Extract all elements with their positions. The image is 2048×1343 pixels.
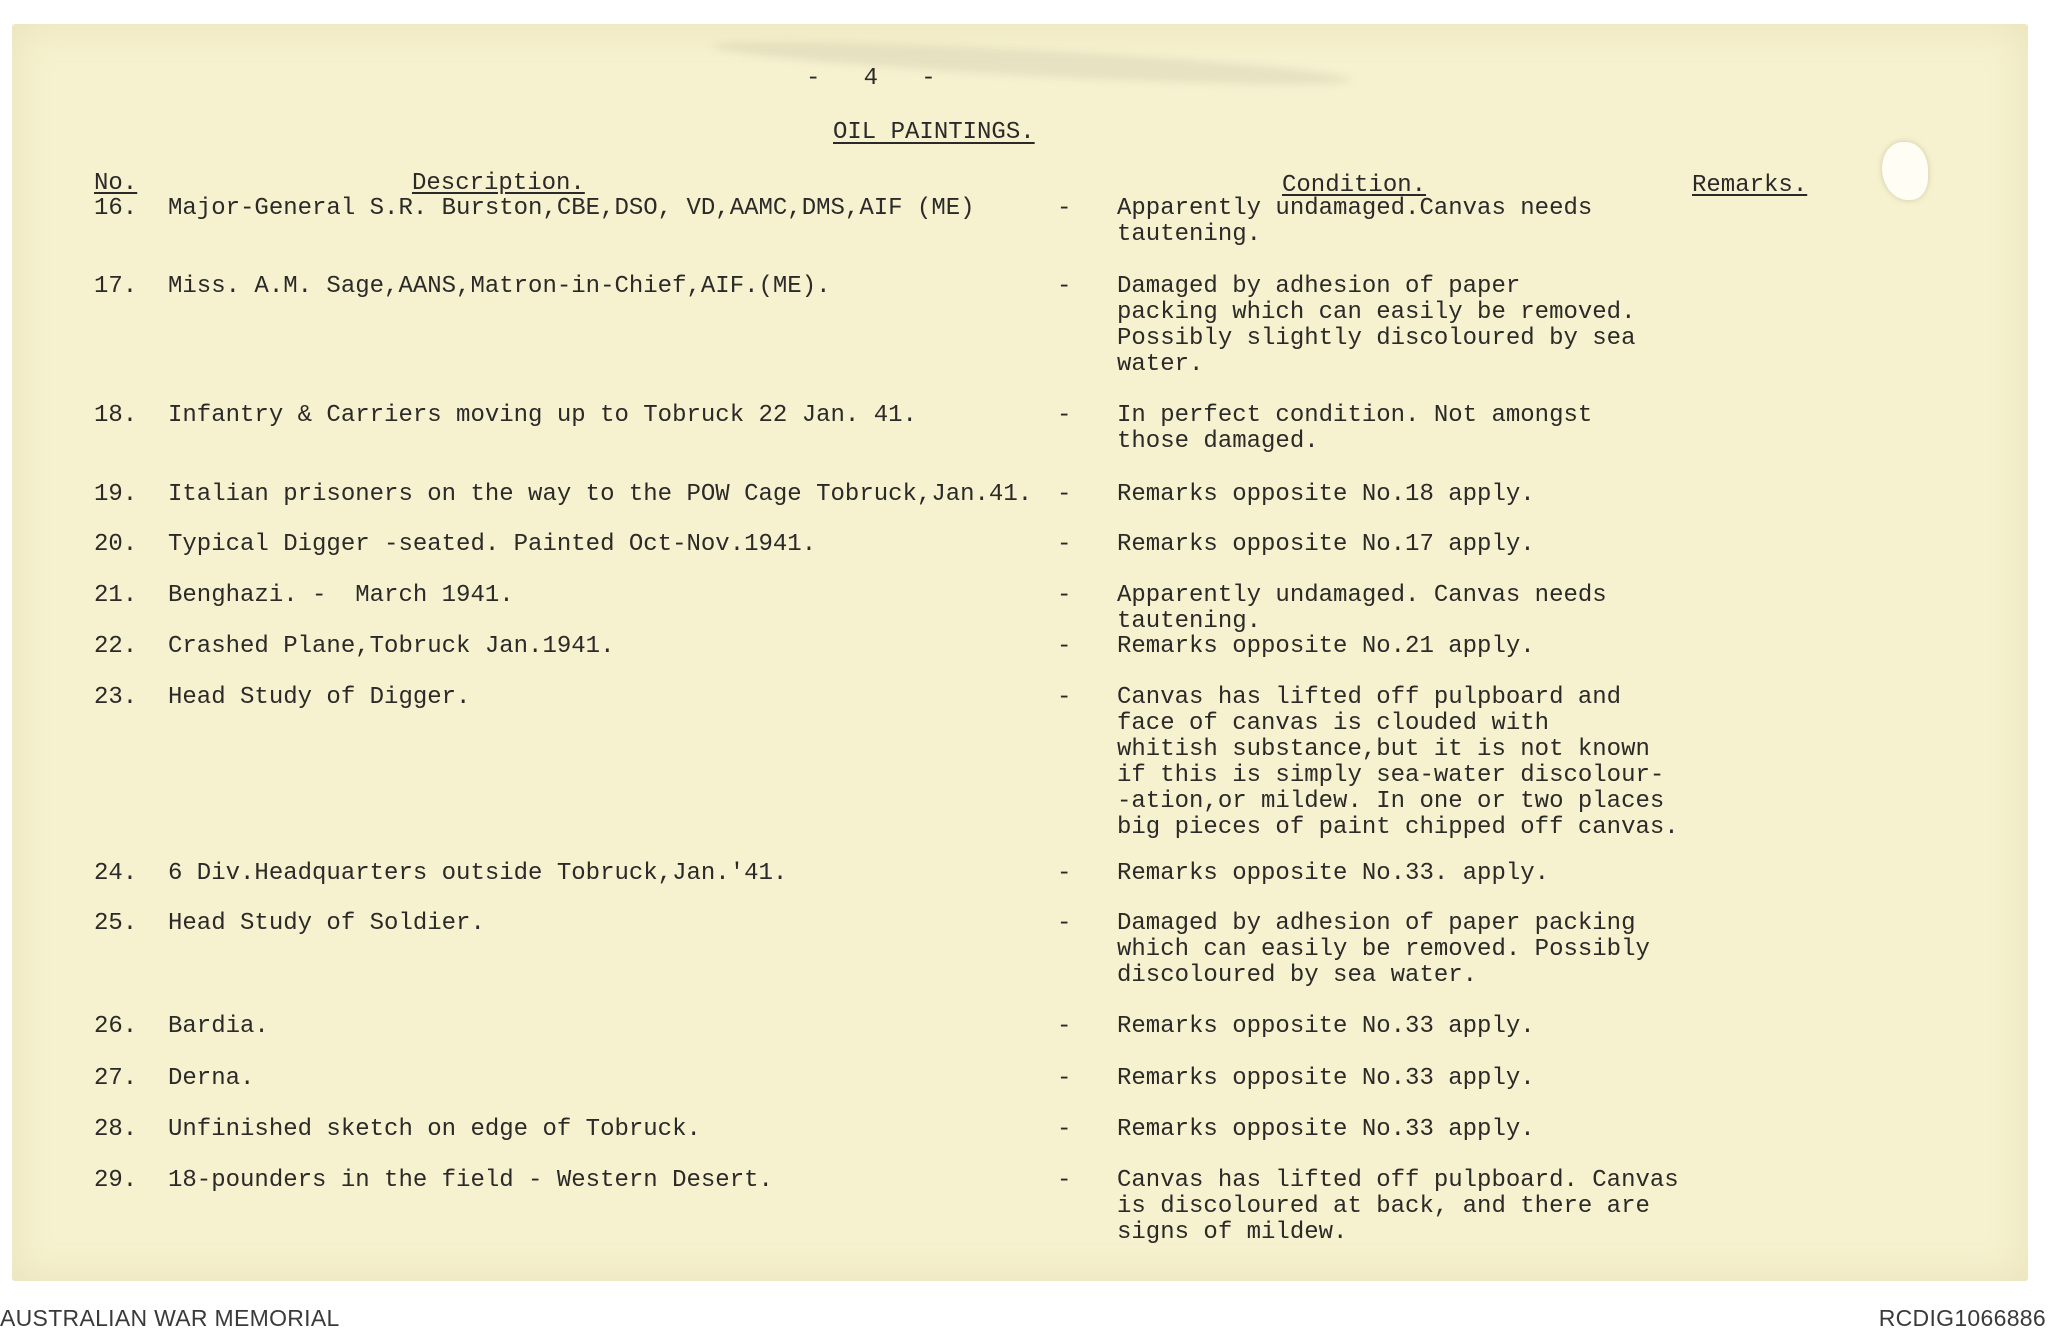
row-number: 27. bbox=[94, 1065, 138, 1092]
column-header-remarks: Remarks. bbox=[1692, 172, 1808, 199]
row-dash: - bbox=[1057, 582, 1072, 609]
row-dash: - bbox=[1057, 195, 1072, 222]
row-dash: - bbox=[1057, 1167, 1072, 1194]
column-header-no: No. bbox=[94, 170, 138, 197]
footer-credit: AUSTRALIAN WAR MEMORIAL bbox=[0, 1305, 340, 1331]
row-number: 16. bbox=[94, 195, 138, 222]
row-description: Benghazi. - March 1941. bbox=[168, 582, 514, 609]
row-description: Major-General S.R. Burston,CBE,DSO, VD,AAMC,DMS,AIF (ME) bbox=[168, 195, 975, 222]
row-number: 28. bbox=[94, 1116, 138, 1143]
row-number: 18. bbox=[94, 402, 138, 429]
row-dash: - bbox=[1057, 481, 1072, 508]
row-description: Miss. A.M. Sage,AANS,Matron-in-Chief,AIF.(ME). bbox=[168, 273, 831, 300]
row-description: Italian prisoners on the way to the POW Cage Tobruck,Jan.41. bbox=[168, 481, 1033, 508]
row-dash: - bbox=[1057, 910, 1072, 937]
footer-record-id: RCDIG1066886 bbox=[1878, 1305, 2046, 1331]
row-dash: - bbox=[1057, 860, 1072, 887]
row-condition: Remarks opposite No.33 apply. bbox=[1117, 1013, 1535, 1040]
row-number: 25. bbox=[94, 910, 138, 937]
row-condition: Remarks opposite No.33 apply. bbox=[1117, 1116, 1535, 1143]
row-condition: Canvas has lifted off pulpboard. Canvas is discoloured at back, and there are signs of mildew. bbox=[1117, 1167, 1679, 1246]
row-condition: Apparently undamaged.Canvas needs tautening. bbox=[1117, 195, 1593, 248]
row-condition: Remarks opposite No.33. apply. bbox=[1117, 860, 1550, 887]
row-dash: - bbox=[1057, 1013, 1072, 1040]
row-condition: Remarks opposite No.17 apply. bbox=[1117, 531, 1535, 558]
row-condition: Apparently undamaged. Canvas needs tautening. bbox=[1117, 582, 1607, 635]
row-number: 17. bbox=[94, 273, 138, 300]
row-number: 29. bbox=[94, 1167, 138, 1194]
row-condition: Remarks opposite No.21 apply. bbox=[1117, 633, 1535, 660]
row-number: 19. bbox=[94, 481, 138, 508]
page-number: - 4 - bbox=[806, 65, 936, 92]
row-condition: Canvas has lifted off pulpboard and face of canvas is clouded with whitish substance,but it is not known if this is simply sea-water discolour- -ation,or mildew. In one or two places big pieces of paint chipped off canvas. bbox=[1117, 684, 1679, 841]
column-header-description: Description. bbox=[412, 170, 585, 197]
row-description: Typical Digger -seated. Painted Oct-Nov.1941. bbox=[168, 531, 817, 558]
row-number: 20. bbox=[94, 531, 138, 558]
row-condition: In perfect condition. Not amongst those damaged. bbox=[1117, 402, 1593, 455]
row-condition: Damaged by adhesion of paper packing which can easily be removed. Possibly slightly discoloured by sea water. bbox=[1117, 273, 1636, 378]
row-description: Derna. bbox=[168, 1065, 255, 1092]
row-dash: - bbox=[1057, 684, 1072, 711]
row-dash: - bbox=[1057, 531, 1072, 558]
row-description: Head Study of Digger. bbox=[168, 684, 471, 711]
row-dash: - bbox=[1057, 1116, 1072, 1143]
row-number: 26. bbox=[94, 1013, 138, 1040]
row-description: 6 Div.Headquarters outside Tobruck,Jan.'41. bbox=[168, 860, 788, 887]
row-condition: Remarks opposite No.33 apply. bbox=[1117, 1065, 1535, 1092]
page-title: OIL PAINTINGS. bbox=[833, 119, 1035, 146]
row-description: Crashed Plane,Tobruck Jan.1941. bbox=[168, 633, 615, 660]
row-dash: - bbox=[1057, 402, 1072, 429]
row-description: Unfinished sketch on edge of Tobruck. bbox=[168, 1116, 701, 1143]
row-dash: - bbox=[1057, 1065, 1072, 1092]
column-header-condition: Condition. bbox=[1282, 172, 1427, 199]
row-condition: Damaged by adhesion of paper packing which can easily be removed. Possibly discoloured by sea water. bbox=[1117, 910, 1650, 989]
row-number: 22. bbox=[94, 633, 138, 660]
row-dash: - bbox=[1057, 273, 1072, 300]
row-number: 21. bbox=[94, 582, 138, 609]
row-number: 24. bbox=[94, 860, 138, 887]
row-dash: - bbox=[1057, 633, 1072, 660]
row-condition: Remarks opposite No.18 apply. bbox=[1117, 481, 1535, 508]
row-description: Infantry & Carriers moving up to Tobruck 22 Jan. 41. bbox=[168, 402, 917, 429]
row-description: 18-pounders in the field - Western Desert. bbox=[168, 1167, 773, 1194]
row-description: Bardia. bbox=[168, 1013, 269, 1040]
row-number: 23. bbox=[94, 684, 138, 711]
paper-tear bbox=[1882, 142, 1928, 200]
row-description: Head Study of Soldier. bbox=[168, 910, 485, 937]
